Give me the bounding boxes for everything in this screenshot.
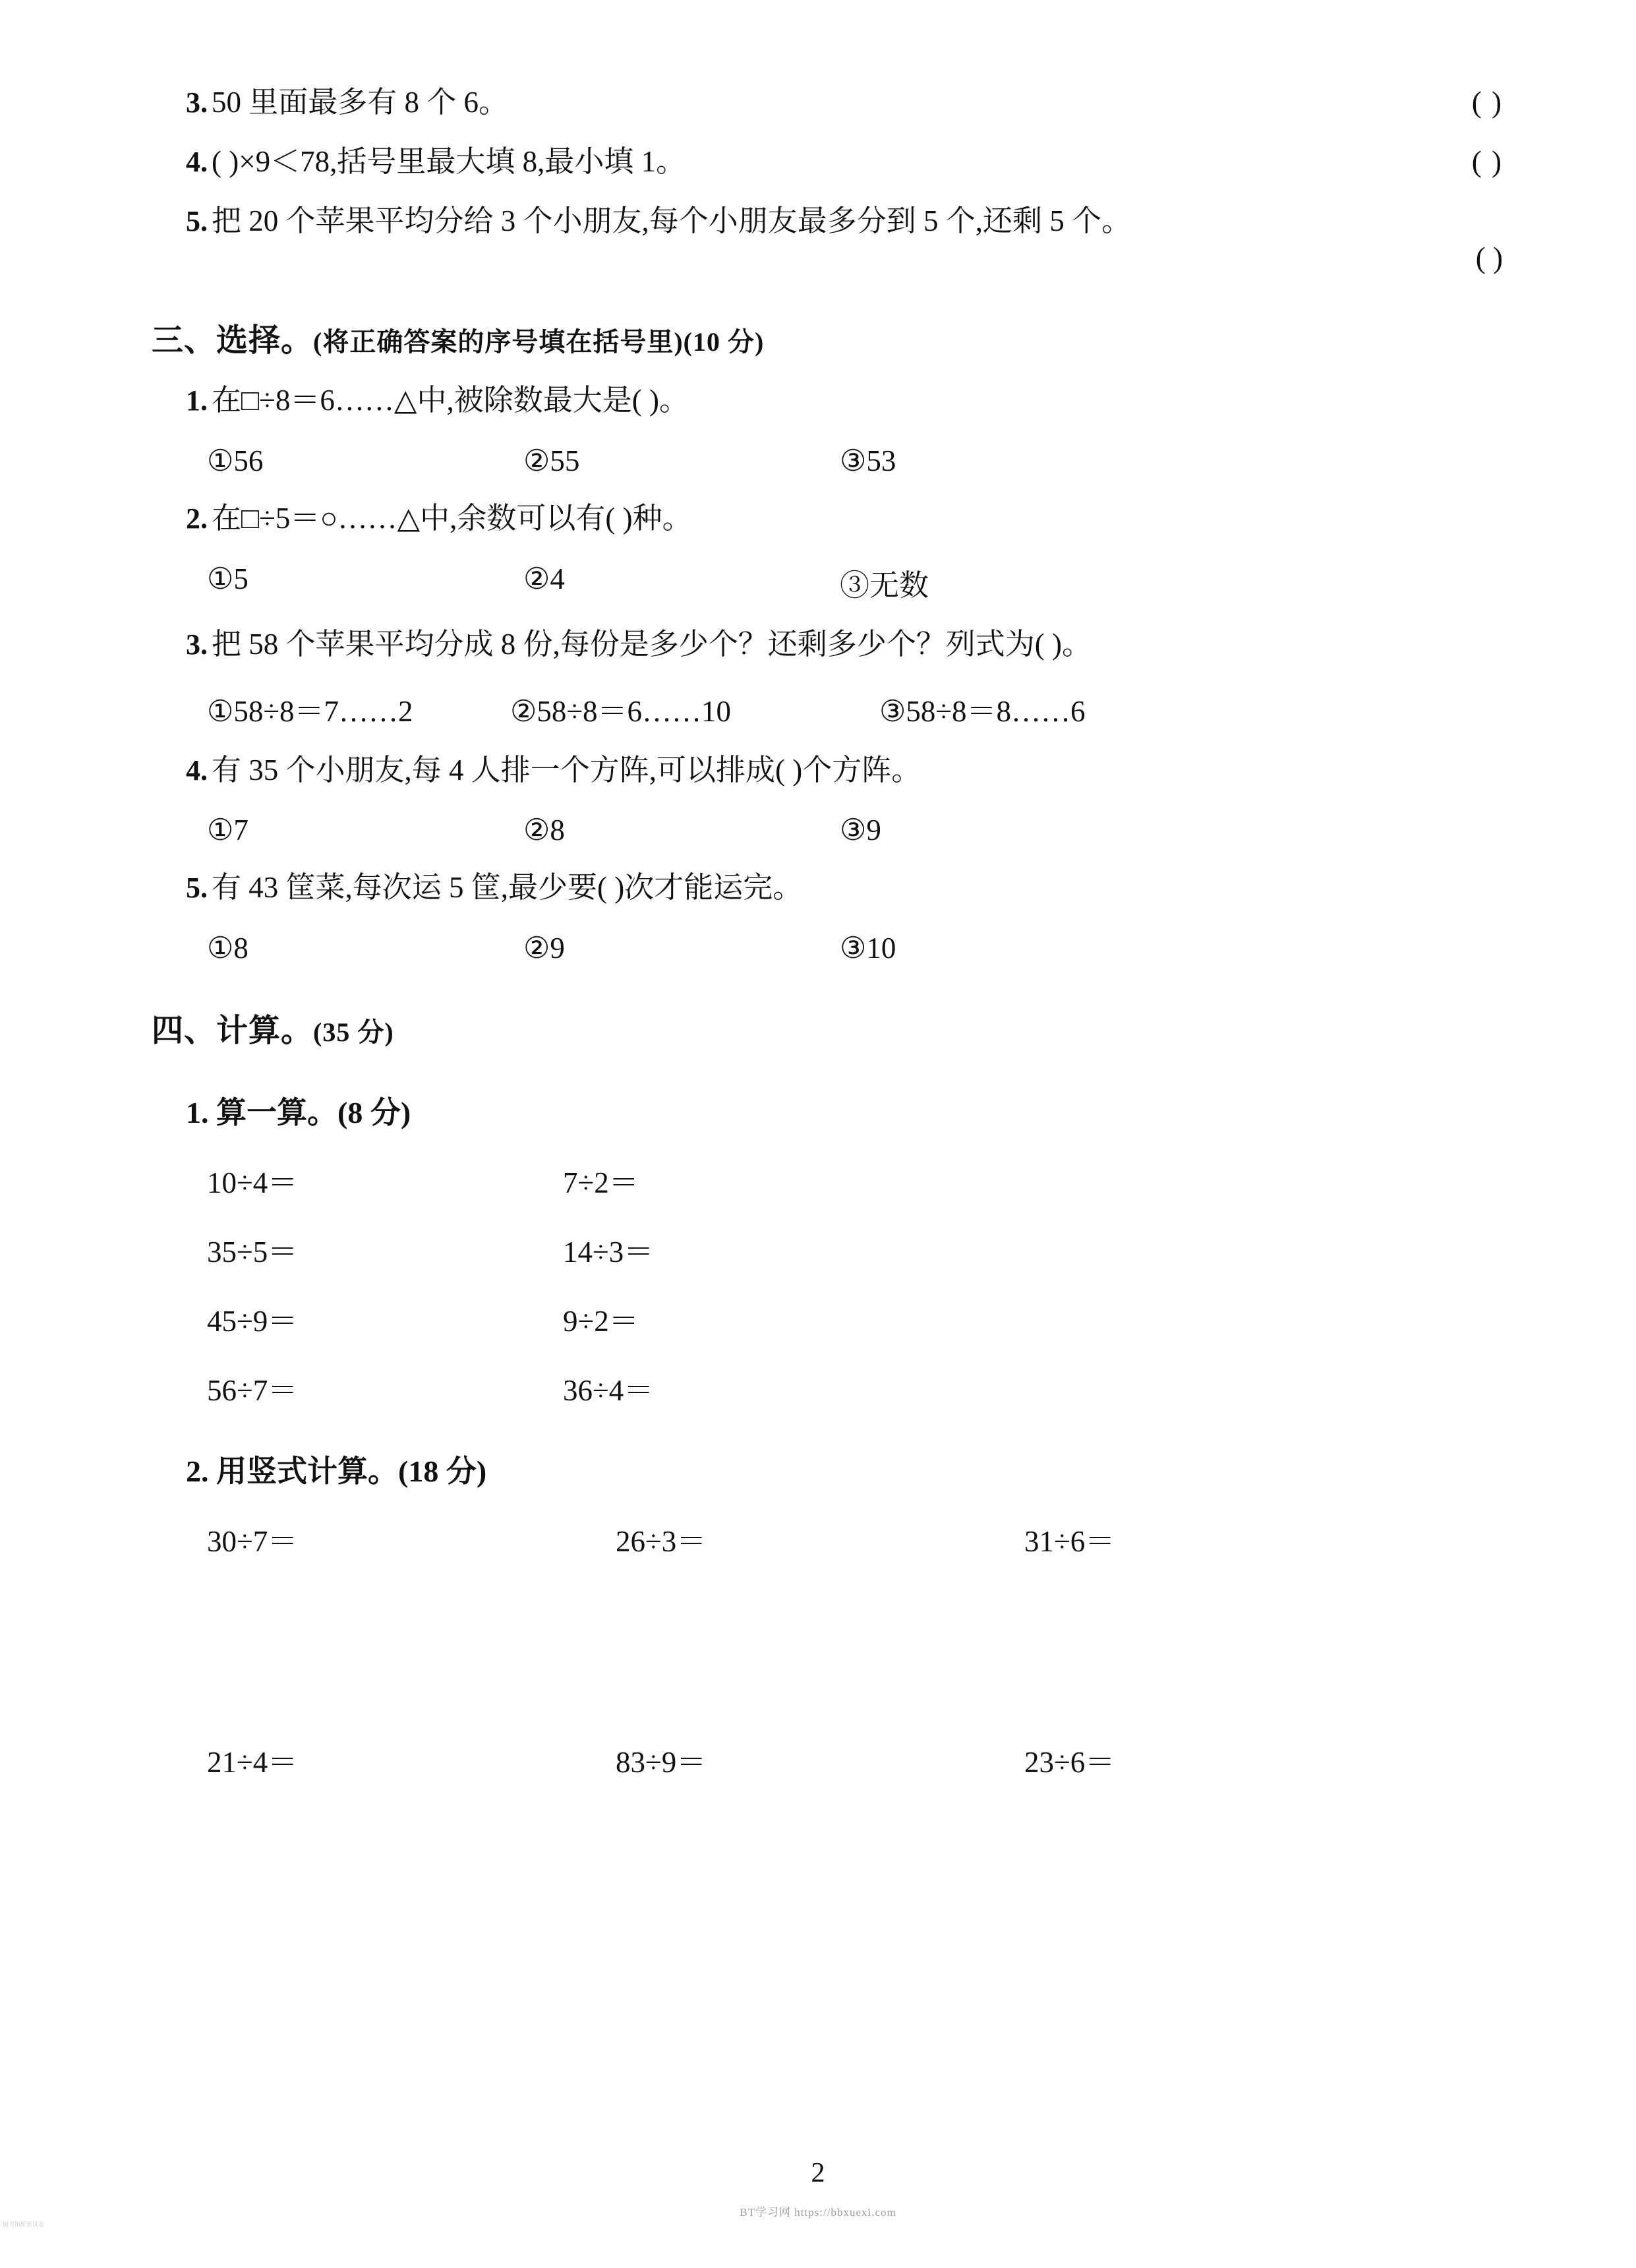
calc-expression[interactable]: 45÷9＝ bbox=[207, 1305, 298, 1338]
judge-item-3-answer-paren[interactable]: ( ) bbox=[1471, 86, 1503, 119]
option-2a[interactable]: ①5 bbox=[207, 562, 248, 595]
choice-question-4-number: 4. bbox=[186, 754, 208, 787]
calc-expression[interactable]: 23÷6＝ bbox=[1024, 1746, 1115, 1779]
section-three-heading bbox=[152, 314, 1509, 360]
sub2-title: 用竖式计算。 bbox=[216, 1454, 398, 1488]
calc-expression[interactable]: 26÷3＝ bbox=[616, 1525, 707, 1558]
option-4a[interactable]: ①7 bbox=[207, 814, 248, 847]
calc-row bbox=[152, 1297, 1509, 1340]
judge-item-5 bbox=[152, 204, 1509, 239]
section-four-sub1-heading bbox=[152, 1089, 1509, 1132]
judge-item-5-number: 5. bbox=[186, 204, 208, 237]
choice-question-1-options bbox=[152, 443, 1509, 478]
sub1-title: 算一算。 bbox=[216, 1096, 337, 1129]
choice-question-3 bbox=[152, 628, 1509, 662]
page-number: 2 bbox=[811, 2158, 825, 2188]
work-space-area[interactable] bbox=[152, 1586, 1509, 1738]
calc-expression[interactable]: 31÷6＝ bbox=[1024, 1525, 1115, 1558]
footer-watermark: BT学习网 https://bbxuexi.com bbox=[740, 2206, 896, 2219]
choice-question-1-text: 在□÷8＝6……△中,被除数最大是( )。 bbox=[212, 384, 689, 417]
judge-item-3 bbox=[152, 86, 1509, 120]
calc-row bbox=[152, 1228, 1509, 1270]
choice-question-5-options bbox=[152, 930, 1509, 965]
section-four-score: (35 分) bbox=[313, 1017, 394, 1047]
judge-item-4-text: ( )×9＜78,括号里最大填 8,最小填 1。 bbox=[212, 144, 686, 178]
option-1c[interactable]: ③53 bbox=[840, 444, 896, 477]
calc-expression[interactable]: 35÷5＝ bbox=[207, 1236, 298, 1268]
choice-question-2-number: 2. bbox=[186, 502, 208, 535]
judge-item-5-text: 把 20 个苹果平均分给 3 个小朋友,每个小朋友最多分到 5 个,还剩 5 个。 bbox=[212, 204, 1132, 237]
sub1-score: (8 分) bbox=[337, 1096, 411, 1129]
calc-expression[interactable]: 56÷7＝ bbox=[207, 1374, 298, 1407]
choice-question-2 bbox=[152, 502, 1509, 536]
calc-expression[interactable]: 9÷2＝ bbox=[563, 1305, 639, 1338]
option-1b[interactable]: ②55 bbox=[523, 444, 580, 477]
option-2c[interactable]: ③无数 bbox=[840, 568, 929, 602]
sub1-number: 1. bbox=[186, 1096, 209, 1129]
calc-expression[interactable]: 14÷3＝ bbox=[563, 1236, 654, 1268]
option-4b[interactable]: ②8 bbox=[523, 814, 565, 847]
choice-question-2-text: 在□÷5＝○……△中,余数可以有( )种。 bbox=[212, 502, 692, 535]
option-3c[interactable]: ③58÷8＝8……6 bbox=[879, 694, 1086, 728]
section-three-subtitle: (将正确答案的序号填在括号里)(10 分) bbox=[313, 327, 765, 357]
vertical-calc-row bbox=[152, 1517, 1509, 1560]
section-four-title: 四、计算。 bbox=[152, 1013, 314, 1048]
calc-expression[interactable]: 36÷4＝ bbox=[563, 1374, 654, 1407]
choice-question-2-options bbox=[152, 561, 1509, 604]
choice-question-5 bbox=[152, 871, 1509, 905]
side-watermark: 图书馆配套试卷 bbox=[3, 2221, 45, 2228]
option-5c[interactable]: ③10 bbox=[840, 932, 896, 965]
option-3b[interactable]: ②58÷8＝6……10 bbox=[510, 694, 732, 728]
option-4c[interactable]: ③9 bbox=[840, 814, 881, 847]
judge-item-4-answer-paren[interactable]: ( ) bbox=[1471, 144, 1503, 178]
calc-row bbox=[152, 1158, 1509, 1201]
calc-expression[interactable]: 21÷4＝ bbox=[207, 1746, 298, 1779]
choice-question-5-number: 5. bbox=[186, 872, 208, 905]
section-three-title: 三、选择。 bbox=[152, 323, 314, 359]
option-5b[interactable]: ②9 bbox=[523, 932, 565, 965]
calc-expression[interactable]: 30÷7＝ bbox=[207, 1525, 298, 1558]
choice-question-5-text: 有 43 筐菜,每次运 5 筐,最少要( )次才能运完。 bbox=[212, 871, 803, 905]
calc-expression[interactable]: 83÷9＝ bbox=[616, 1746, 707, 1779]
option-1a[interactable]: ①56 bbox=[207, 444, 264, 477]
sub2-number: 2. bbox=[186, 1454, 209, 1488]
judge-item-4 bbox=[152, 145, 1509, 179]
choice-question-3-text: 把 58 个苹果平均分成 8 份,每份是多少个？还剩多少个？列式为( )。 bbox=[212, 627, 1092, 661]
option-2b[interactable]: ②4 bbox=[523, 562, 565, 595]
choice-question-4 bbox=[152, 754, 1509, 788]
calc-expression[interactable]: 10÷4＝ bbox=[207, 1166, 298, 1199]
option-5a[interactable]: ①8 bbox=[207, 932, 248, 965]
choice-question-4-text: 有 35 个小朋友,每 4 人排一个方阵,可以排成( )个方阵。 bbox=[212, 753, 921, 787]
vertical-calc-row bbox=[152, 1738, 1509, 1781]
judge-item-5-answer-paren[interactable]: ( ) bbox=[1475, 241, 1503, 275]
choice-question-3-number: 3. bbox=[186, 628, 208, 661]
choice-question-4-options bbox=[152, 812, 1509, 847]
choice-question-1-number: 1. bbox=[186, 384, 208, 417]
calc-row bbox=[152, 1366, 1509, 1409]
choice-question-3-options bbox=[152, 687, 1509, 730]
judge-item-4-number: 4. bbox=[186, 145, 208, 178]
choice-question-1 bbox=[152, 384, 1509, 418]
calc-expression[interactable]: 7÷2＝ bbox=[563, 1166, 639, 1199]
sub2-score: (18 分) bbox=[398, 1454, 487, 1488]
judge-item-3-number: 3. bbox=[186, 86, 208, 119]
judge-item-3-text: 50 里面最多有 8 个 6。 bbox=[212, 86, 509, 119]
option-3a[interactable]: ①58÷8＝7……2 bbox=[207, 694, 413, 728]
section-four-sub2-heading bbox=[152, 1447, 1509, 1491]
page-content bbox=[152, 86, 1509, 1807]
section-four-heading bbox=[152, 1005, 1509, 1050]
